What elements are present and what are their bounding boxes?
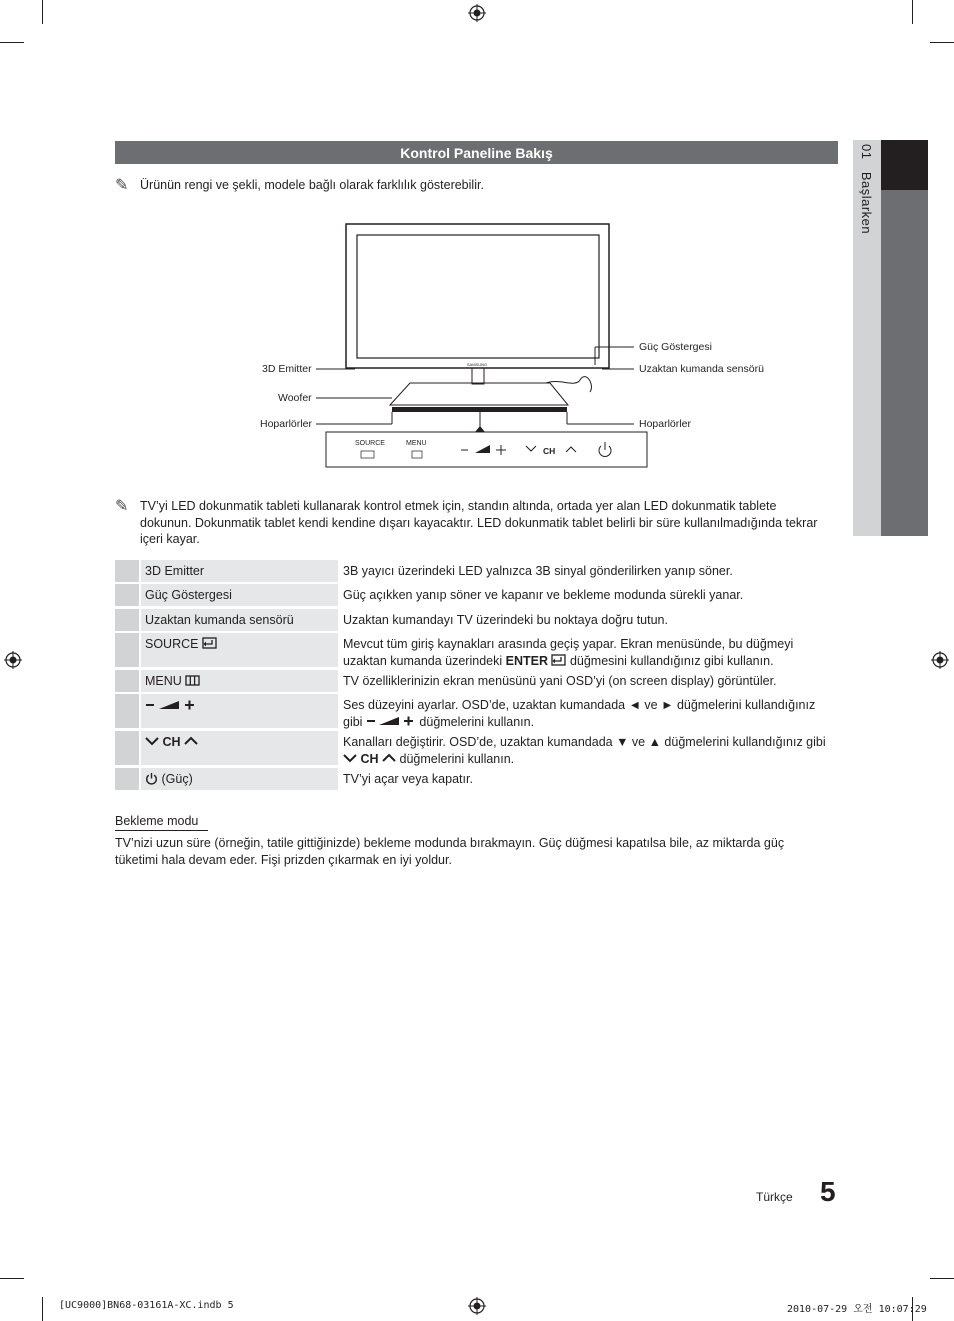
crop-mark	[930, 42, 954, 43]
chapter-tab-band	[881, 190, 928, 536]
note-led-touch: TV’yi LED dokunmatik tableti kullanarak kontrol etmek için, standın altında, ortada yer alan LED dokunmatik tablete dokunun. Dokunmatik tablet kendi kendine dışarı kayacaktır. LED dokunmatik tablet belirli bir süre kullanılmadığında tekrar içeri kayar.	[140, 499, 818, 546]
crop-mark	[912, 0, 913, 24]
row-desc: Uzaktan kumandayı TV üzerindeki bu noktaya doğru tutun.	[343, 613, 668, 627]
table-row	[115, 694, 838, 728]
enter-icon	[551, 654, 566, 666]
row-desc: 3B yayıcı üzerindeki LED yalnızca 3B sinyal gönderilirken yanıp söner.	[343, 564, 733, 578]
crop-mark	[42, 1297, 43, 1321]
table-row	[115, 633, 838, 667]
chevron-down-icon	[343, 753, 357, 763]
row-desc: TV özelliklerinizin ekran menüsünü yani OSD’yi (on screen display) görüntüler.	[343, 674, 777, 688]
speaker-bar	[392, 407, 567, 412]
footer-file-info: [UC9000]BN68-03161A-XC.indb 5	[59, 1300, 234, 1311]
table-row	[115, 560, 838, 582]
power-icon	[145, 772, 158, 785]
row-name: Güç Göstergesi	[141, 584, 338, 606]
tv-frame	[346, 224, 609, 368]
source-enter-icon	[202, 637, 217, 649]
chevron-up-icon	[184, 736, 198, 746]
label-3d-emitter: 3D Emitter	[262, 363, 312, 375]
tv-stand-base	[390, 383, 568, 405]
row-desc: TV’yi açar veya kapatır.	[343, 772, 473, 786]
tv-stand-neck	[472, 368, 484, 384]
row-name	[141, 731, 338, 765]
note-color-shape: Ürünün rengi ve şekli, modele bağlı olarak farklılık gösterebilir.	[140, 178, 484, 192]
panel-source-label: SOURCE	[355, 440, 385, 447]
label-power-indicator: Güç Göstergesi	[639, 341, 712, 353]
crop-mark	[0, 1278, 24, 1279]
crop-mark	[0, 42, 24, 43]
row-desc: Ses düzeyini ayarlar. OSD’de, uzaktan kumandada ◄ ve ► düğmelerini kullandığınız gibi düğmelerini kullanın.	[343, 698, 816, 729]
table-row	[115, 731, 838, 765]
menu-grid-icon	[185, 675, 200, 686]
row-name: 3D Emitter	[141, 560, 338, 582]
note-pencil-icon: ✎	[115, 177, 129, 194]
footer-language: Türkçe	[756, 1190, 793, 1204]
chapter-tab-label	[859, 144, 874, 234]
row-desc: Mevcut tüm giriş kaynakları arasında geçiş yapar. Ekran menüsünde, bu düğmeyi uzaktan kumanda üzerindeki ENTER düğmesini kullandığınız gibi kullanın.	[343, 637, 794, 668]
label-woofer: Woofer	[278, 392, 312, 404]
chapter-tab-accent	[881, 140, 928, 190]
tv-screen	[357, 235, 599, 358]
row-name	[141, 633, 338, 667]
volume-inline-icon	[366, 715, 416, 727]
label-speakers-right: Hoparlörler	[639, 418, 691, 430]
standby-heading: Bekleme modu	[115, 814, 208, 831]
ch-label: CH	[162, 735, 181, 749]
note-pencil-icon: ✎	[115, 498, 129, 515]
registration-mark-icon	[468, 1297, 486, 1315]
chevron-down-icon	[145, 736, 159, 746]
table-row	[115, 670, 838, 692]
table-row	[115, 609, 838, 631]
chapter-title: Başlarken	[859, 171, 874, 235]
registration-mark-icon	[468, 4, 486, 22]
footer-print-date: 2010-07-29 오전 10:07:29	[787, 1304, 927, 1315]
registration-mark-icon	[931, 651, 949, 669]
row-name	[141, 768, 338, 790]
table-row	[115, 584, 838, 606]
label-speakers-left: Hoparlörler	[260, 418, 312, 430]
volume-icon	[145, 698, 197, 712]
standby-text: TV’nizi uzun süre (örneğin, tatile gittiğinizde) bekleme modunda bırakmayın. Güç düğmesi kapatılsa bile, az miktarda güç tüketimi hala devam eder. Fişi prizden çıkarmak en iyi yoldur.	[115, 836, 785, 867]
row-desc: Kanalları değiştirir. OSD’de, uzaktan kumandada ▼ ve ▲ düğmelerini kullandığınız gibi CH düğmelerini kullanın.	[343, 735, 826, 766]
registration-mark-icon	[4, 651, 22, 669]
menu-label: MENU	[145, 674, 182, 688]
power-cable	[546, 377, 591, 392]
page-number: 5	[820, 1176, 836, 1207]
source-label: SOURCE	[145, 637, 199, 651]
chevron-up-icon	[382, 753, 396, 763]
row-desc: Güç açıkken yanıp söner ve kapanır ve bekleme modunda sürekli yanar.	[343, 588, 744, 602]
tv-brand-logo: SAMSUNG	[466, 362, 488, 367]
power-label: (Güç)	[161, 772, 193, 786]
crop-mark	[930, 1278, 954, 1279]
chapter-number: 01	[859, 144, 874, 160]
table-row	[115, 768, 838, 790]
panel-ch-label: CH	[543, 446, 556, 456]
row-name	[141, 694, 338, 728]
row-name: Uzaktan kumanda sensörü	[141, 609, 338, 631]
section-title: Kontrol Paneline Bakış	[115, 141, 838, 164]
row-name	[141, 670, 338, 692]
panel-menu-label: MENU	[406, 440, 427, 447]
crop-mark	[42, 0, 43, 24]
label-remote-sensor: Uzaktan kumanda sensörü	[639, 363, 764, 375]
